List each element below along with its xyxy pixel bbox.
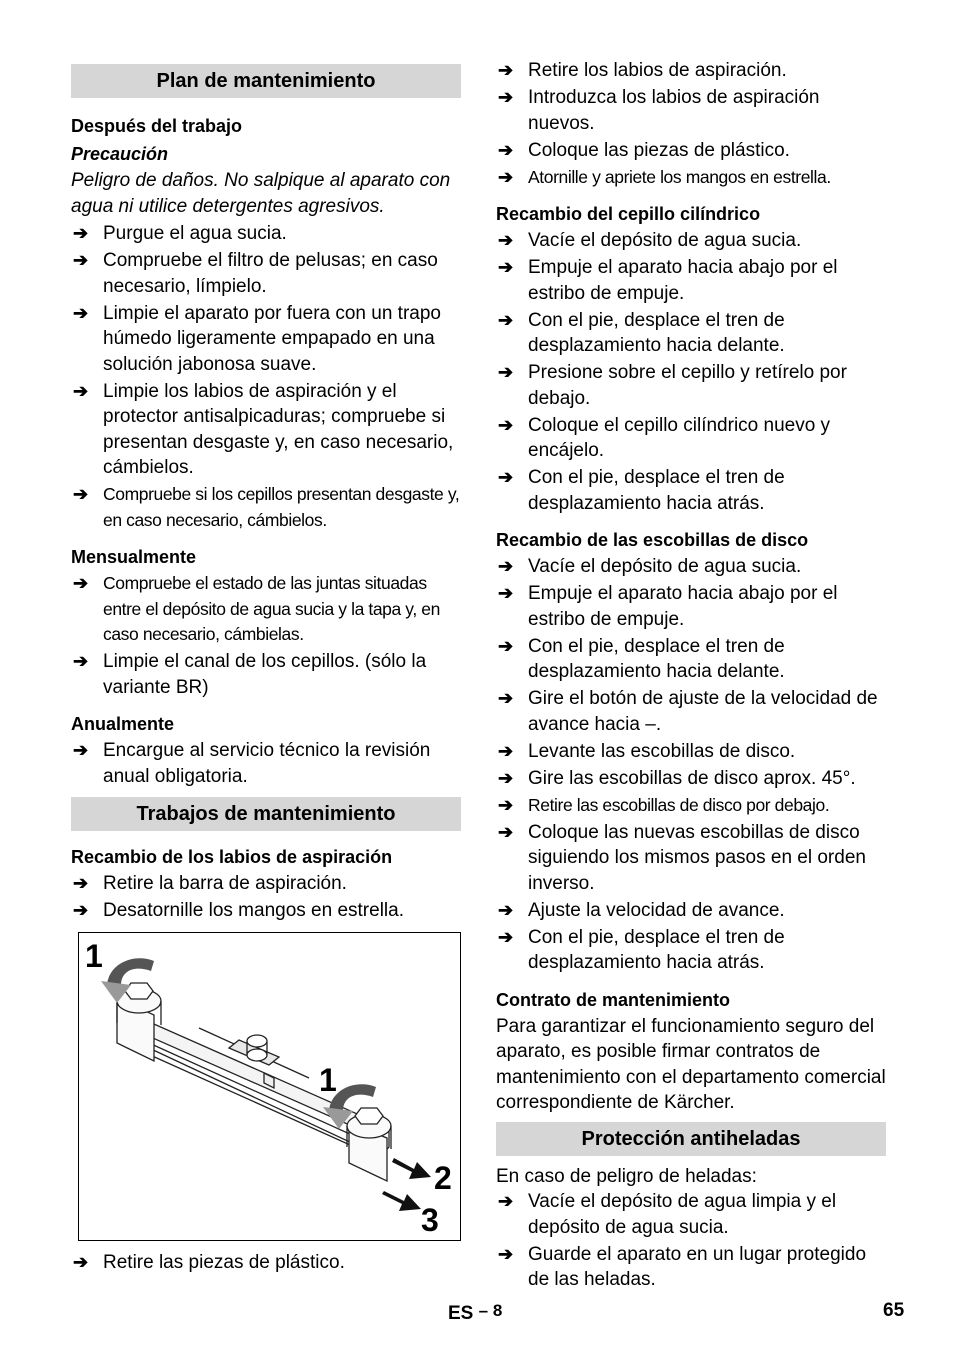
suction-bar-illustration xyxy=(78,932,461,1241)
list-item-text: Atornille y apriete los mangos en estrella. xyxy=(528,166,831,187)
list-item xyxy=(71,898,461,924)
heading-monthly: Mensualmente xyxy=(71,547,197,567)
list-item-text: Ajuste la velocidad de avance. xyxy=(528,899,785,921)
arrow-bullet-icon: ➔ xyxy=(498,583,514,603)
arrow-bullet-icon: ➔ xyxy=(498,926,514,947)
list-item xyxy=(71,248,461,299)
list-item xyxy=(496,165,886,191)
arrow-bullet-icon: ➔ xyxy=(498,309,514,330)
list-item-text: Vacíe el depósito de agua sucia. xyxy=(528,230,802,251)
list-item-text: Gire el botón de ajuste de la velocidad de avance hacia –. xyxy=(528,688,878,735)
arrow-bullet-icon: ➔ xyxy=(498,362,514,382)
figure-label-2: 2 xyxy=(434,1160,452,1196)
heading-after-work: Después del trabajo xyxy=(71,116,243,136)
arrow-bullet-icon: ➔ xyxy=(73,740,89,760)
arrow-bullet-icon: ➔ xyxy=(73,873,89,893)
figure-label-1-right: 1 xyxy=(319,1062,337,1098)
list-item-text: Levante las escobillas de disco. xyxy=(528,740,796,762)
list-item-text: Purgue el agua sucia. xyxy=(103,223,287,244)
list-item-text: Limpie los labios de aspiración y el protector antisalpicaduras; compruebe si presentan desgaste y, en caso necesario, cámbielos. xyxy=(103,380,454,478)
list-item-text: Compruebe el filtro de pelusas; en caso necesario, límpielo. xyxy=(103,250,438,297)
heading-disc-brushes: Recambio de las escobillas de disco xyxy=(496,530,809,550)
list-item-text: Compruebe el estado de las juntas situadas entre el depósito de agua sucia y la tapa y, en caso necesario, cámbielas. xyxy=(103,573,440,644)
list-item-text: Limpie el canal de los cepillos. (sólo la variante BR) xyxy=(103,651,427,698)
section-page-number: – 8 xyxy=(478,1301,503,1320)
arrow-bullet-icon: ➔ xyxy=(498,688,514,708)
list-item-text: Introduzca los labios de aspiración nuevos. xyxy=(528,87,820,134)
list-item-text: Coloque el cepillo cilíndrico nuevo y encájelo. xyxy=(528,414,831,461)
list-item xyxy=(496,739,886,765)
arrow-bullet-icon: ➔ xyxy=(73,1252,89,1272)
list-item-text: Retire los labios de aspiración. xyxy=(528,60,787,81)
list-item xyxy=(71,482,461,533)
list-item xyxy=(496,465,886,516)
list-item-text: Con el pie, desplace el tren de desplazamiento hacia atrás. xyxy=(528,926,785,973)
arrow-bullet-icon: ➔ xyxy=(498,794,513,815)
list-item xyxy=(496,138,886,164)
list-item-text: Empuje el aparato hacia abajo por el estribo de empuje. xyxy=(528,257,838,304)
arrow-bullet-icon: ➔ xyxy=(498,467,514,487)
list-item xyxy=(496,554,886,580)
list-item xyxy=(71,379,461,481)
after-work-list xyxy=(71,221,461,533)
list-item-text: Coloque las nuevas escobillas de disco siguiendo los mismos pasos en el orden inverso. xyxy=(528,821,866,894)
frost-intro: En caso de peligro de heladas: xyxy=(496,1165,757,1187)
list-item-text: Encargue al servicio técnico la revisión anual obligatoria. xyxy=(103,740,431,787)
list-item-text: Con el pie, desplace el tren de desplazamiento hacia atrás. xyxy=(528,467,785,514)
list-item-text: Guarde el aparato en un lugar protegido de las heladas. xyxy=(528,1243,867,1290)
arrow-bullet-icon: ➔ xyxy=(498,767,514,788)
heading-suction-lips: Recambio de los labios de aspiración xyxy=(71,847,393,867)
list-item xyxy=(496,1189,886,1240)
list-item xyxy=(496,634,886,685)
arrow-bullet-icon: ➔ xyxy=(73,223,89,243)
suction-lips-continued-list xyxy=(496,58,886,190)
arrow-bullet-icon: ➔ xyxy=(498,1191,514,1211)
arrow-bullet-icon: ➔ xyxy=(498,821,514,842)
arrow-bullet-icon: ➔ xyxy=(498,414,514,435)
section-banner-frost-protection: Protección antiheladas xyxy=(496,1122,886,1156)
list-item xyxy=(71,738,461,789)
heading-yearly: Anualmente xyxy=(71,714,175,734)
after-figure-list xyxy=(71,1250,461,1277)
list-item xyxy=(71,221,461,247)
list-item xyxy=(496,1242,886,1293)
frost-list xyxy=(496,1189,886,1293)
list-item-text: Coloque las piezas de plástico. xyxy=(528,139,790,161)
list-item-text: Vacíe el depósito de agua limpia y el depósito de agua sucia. xyxy=(528,1191,837,1238)
list-item xyxy=(496,686,886,737)
arrow-bullet-icon: ➔ xyxy=(498,899,514,920)
arrow-bullet-icon: ➔ xyxy=(73,302,89,323)
list-item-text: Retire las escobillas de disco por debajo. xyxy=(528,794,830,815)
list-item-text: Desatornille los mangos en estrella. xyxy=(103,900,404,921)
list-item-text: Retire la barra de aspiración. xyxy=(103,873,347,894)
heading-maintenance-contract: Contrato de mantenimiento xyxy=(496,989,731,1010)
list-item xyxy=(496,58,886,84)
list-item-text: Presione sobre el cepillo y retírelo por debajo. xyxy=(528,362,847,409)
language-code: ES xyxy=(448,1303,474,1324)
list-item xyxy=(71,649,461,700)
list-item-text: Limpie el aparato por fuera con un trapo húmedo ligeramente empapado en una solución jabonosa suave. xyxy=(103,302,441,375)
list-item xyxy=(496,581,886,632)
suction-bar-drawing xyxy=(79,933,460,1240)
section-banner-maintenance-work: Trabajos de mantenimiento xyxy=(71,797,461,831)
list-item xyxy=(496,228,886,254)
roller-brush-list xyxy=(496,228,886,516)
arrow-bullet-icon: ➔ xyxy=(498,87,514,107)
arrow-bullet-icon: ➔ xyxy=(73,900,89,920)
arrow-bullet-icon: ➔ xyxy=(73,484,88,504)
arrow-bullet-icon: ➔ xyxy=(73,250,89,270)
arrow-bullet-icon: ➔ xyxy=(498,166,513,187)
list-item xyxy=(496,898,886,924)
list-item xyxy=(71,301,461,378)
list-item xyxy=(496,413,886,464)
figure-label-3: 3 xyxy=(421,1202,439,1238)
contract-paragraph: Para garantizar el funcionamiento seguro del aparato, es posible firmar contratos de mantenimiento con el departamento comercial correspondiente de Kärcher. xyxy=(496,1015,886,1113)
arrow-bullet-icon: ➔ xyxy=(498,230,514,250)
arrow-bullet-icon: ➔ xyxy=(498,257,514,277)
suction-lips-list xyxy=(71,871,461,924)
list-item xyxy=(496,925,886,976)
arrow-bullet-icon: ➔ xyxy=(73,573,88,593)
list-item xyxy=(71,1250,461,1276)
monthly-list xyxy=(71,571,461,700)
disc-brushes-list xyxy=(496,554,886,976)
section-banner-maintenance-plan: Plan de mantenimiento xyxy=(71,64,461,98)
list-item-text: Compruebe si los cepillos presentan desgaste y, en caso necesario, cámbielos. xyxy=(103,484,460,530)
list-item xyxy=(496,308,886,359)
list-item xyxy=(71,571,461,648)
list-item-text: Retire las piezas de plástico. xyxy=(103,1252,345,1273)
arrow-bullet-icon: ➔ xyxy=(498,139,514,160)
list-item-text: Gire las escobillas de disco aprox. 45°. xyxy=(528,767,856,789)
left-column xyxy=(71,64,461,925)
list-item-text: Con el pie, desplace el tren de desplazamiento hacia delante. xyxy=(528,309,785,356)
list-item-text: Vacíe el depósito de agua sucia. xyxy=(528,556,802,577)
arrow-bullet-icon: ➔ xyxy=(498,740,514,761)
list-item xyxy=(496,793,886,819)
arrow-bullet-icon: ➔ xyxy=(498,635,514,656)
footer-language xyxy=(448,1298,502,1327)
arrow-bullet-icon: ➔ xyxy=(73,380,89,401)
yearly-list xyxy=(71,738,461,789)
heading-roller-brush: Recambio del cepillo cilíndrico xyxy=(496,204,761,224)
list-item xyxy=(496,766,886,792)
arrow-bullet-icon: ➔ xyxy=(73,651,89,671)
list-item xyxy=(496,360,886,411)
arrow-bullet-icon: ➔ xyxy=(498,1243,514,1264)
list-item xyxy=(71,871,461,897)
list-item-text: Empuje el aparato hacia abajo por el estribo de empuje. xyxy=(528,583,838,630)
list-item-text: Con el pie, desplace el tren de desplazamiento hacia delante. xyxy=(528,635,785,682)
figure-label-1-left: 1 xyxy=(85,938,103,974)
right-column xyxy=(496,58,886,1294)
caution-text: Peligro de daños. No salpique al aparato con agua ni utilice detergentes agresivos. xyxy=(71,170,451,217)
list-item xyxy=(496,85,886,136)
page-number: 65 xyxy=(883,1300,905,1321)
list-item xyxy=(496,255,886,306)
caution-heading: Precaución xyxy=(71,144,169,164)
arrow-bullet-icon: ➔ xyxy=(498,556,514,576)
arrow-bullet-icon: ➔ xyxy=(498,60,514,80)
list-item xyxy=(496,820,886,897)
